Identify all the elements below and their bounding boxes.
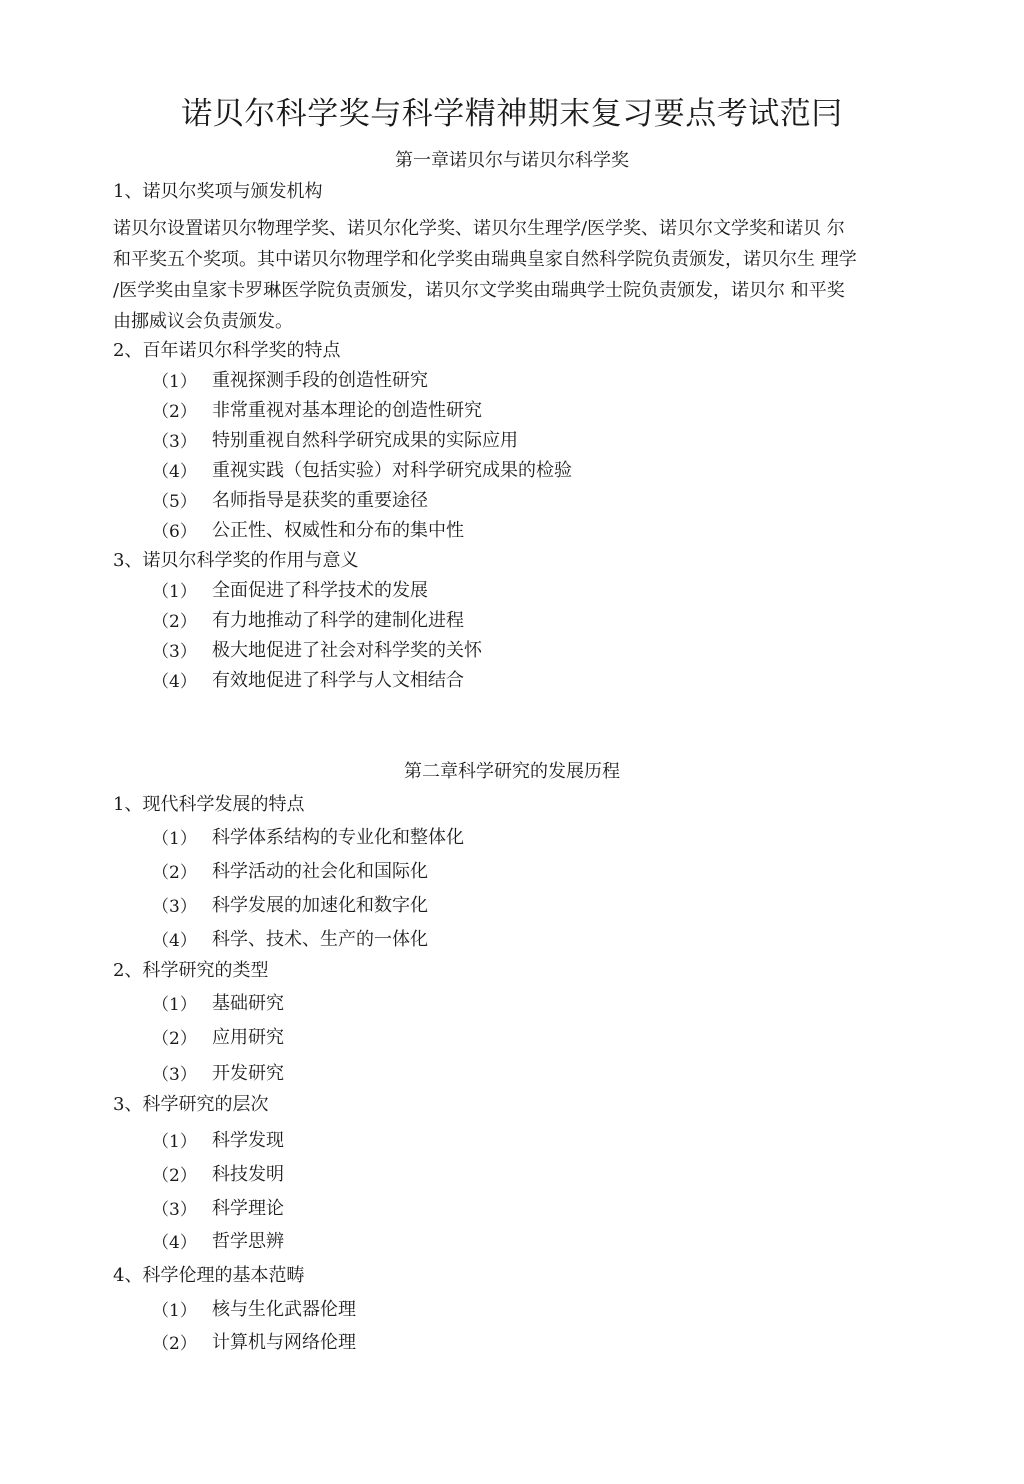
- section-heading: 2、百年诺贝尔科学奖的特点: [113, 340, 341, 361]
- list-item: 科学活动的社会化和国际化: [212, 861, 428, 882]
- list-item: 重视实践（包括实验）对科学研究成果的检验: [212, 460, 572, 481]
- list-item-number: （1）: [152, 1132, 197, 1152]
- document-title: 诺贝尔科学奖与科学精神期末复习要点考试范冃: [181, 96, 843, 132]
- list-item-number: （3）: [152, 1065, 197, 1085]
- list-item-number: （5）: [152, 492, 197, 512]
- list-item: 公正性、权威性和分布的集中性: [212, 520, 464, 541]
- chapter-1-heading: 第一章诺贝尔与诺贝尔科学奖: [395, 150, 629, 171]
- list-item-number: （2）: [152, 863, 197, 883]
- list-item: 科学发展的加速化和数字化: [212, 895, 428, 916]
- list-item: 核与生化武器伦理: [212, 1299, 356, 1320]
- list-item: 特别重视自然科学研究成果的实际应用: [212, 430, 518, 451]
- list-item-number: （4）: [152, 931, 197, 951]
- list-item-number: （1）: [152, 995, 197, 1015]
- list-item: 科学发现: [212, 1130, 284, 1151]
- paragraph-line: 由挪威议会负责颁发。: [113, 311, 293, 332]
- list-item: 名师指导是获奖的重要途径: [212, 490, 428, 511]
- list-item-number: （1）: [152, 1301, 197, 1321]
- list-item-number: （2）: [152, 1029, 197, 1049]
- list-item-number: （3）: [152, 642, 197, 662]
- section-heading: 1、诺贝尔奖项与颁发机构: [113, 181, 323, 202]
- list-item: 基础研究: [212, 993, 284, 1014]
- list-item: 重视探测手段的创造性研究: [212, 370, 428, 391]
- section-heading: 1、现代科学发展的特点: [113, 794, 305, 815]
- paragraph-line: 诺贝尔设置诺贝尔物理学奖、诺贝尔化学奖、诺贝尔生理学/医学奖、诺贝尔文学奖和诺贝 尔: [113, 218, 845, 239]
- list-item: 科学、技术、生产的一体化: [212, 929, 428, 950]
- paragraph-line: /医学奖由皇家卡罗琳医学院负责颁发，诺贝尔文学奖由瑞典学士院负责颁发，诺贝尔 和平奖: [113, 280, 845, 301]
- list-item: 科学体系结构的专业化和整体化: [212, 827, 464, 848]
- list-item: 有力地推动了科学的建制化进程: [212, 610, 464, 631]
- list-item: 哲学思辨: [212, 1231, 284, 1252]
- list-item-number: （6）: [152, 522, 197, 542]
- list-item: 开发研究: [212, 1063, 284, 1084]
- list-item: 全面促进了科学技术的发展: [212, 580, 428, 601]
- list-item-number: （2）: [152, 612, 197, 632]
- list-item-number: （4）: [152, 462, 197, 482]
- list-item-number: （1）: [152, 582, 197, 602]
- list-item: 应用研究: [212, 1027, 284, 1048]
- list-item: 科学理论: [212, 1198, 284, 1219]
- list-item-number: （3）: [152, 1200, 197, 1220]
- list-item-number: （4）: [152, 672, 197, 692]
- section-heading: 3、诺贝尔科学奖的作用与意义: [113, 550, 359, 571]
- section-heading: 2、科学研究的类型: [113, 960, 269, 981]
- list-item: 有效地促进了科学与人文相结合: [212, 670, 464, 691]
- list-item-number: （4）: [152, 1233, 197, 1253]
- list-item-number: （3）: [152, 432, 197, 452]
- list-item-number: （2）: [152, 402, 197, 422]
- list-item: 非常重视对基本理论的创造性研究: [212, 400, 482, 421]
- chapter-2-heading: 第二章科学研究的发展历程: [404, 761, 620, 782]
- list-item-number: （1）: [152, 829, 197, 849]
- list-item-number: （2）: [152, 1166, 197, 1186]
- section-heading: 3、科学研究的层次: [113, 1094, 269, 1115]
- paragraph-line: 和平奖五个奖项。其中诺贝尔物理学和化学奖由瑞典皇家自然科学院负责颁发，诺贝尔生 理学: [113, 249, 857, 270]
- list-item: 计算机与网络伦理: [212, 1332, 356, 1353]
- list-item-number: （1）: [152, 372, 197, 392]
- list-item-number: （3）: [152, 897, 197, 917]
- list-item: 科技发明: [212, 1164, 284, 1185]
- list-item: 极大地促进了社会对科学奖的关怀: [212, 640, 482, 661]
- list-item-number: （2）: [152, 1334, 197, 1354]
- section-heading: 4、科学伦理的基本范畴: [113, 1265, 305, 1286]
